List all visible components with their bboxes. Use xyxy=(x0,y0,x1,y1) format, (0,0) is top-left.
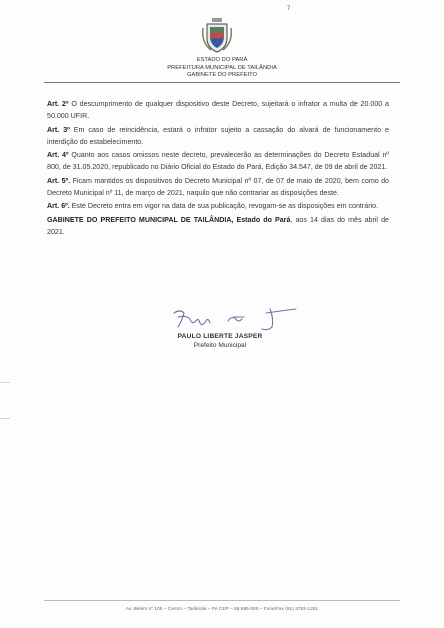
article-label: Art. 3º xyxy=(47,125,70,134)
closing-statement xyxy=(47,214,389,238)
article-label: Art. 6º. xyxy=(47,202,70,211)
article-label: Art. 5º. xyxy=(47,176,71,185)
article-5 xyxy=(47,175,389,199)
decree-body xyxy=(47,98,389,239)
article-label: Art. 4º xyxy=(47,151,69,160)
page-number-mark: 7 xyxy=(287,6,291,12)
document-header xyxy=(0,57,444,80)
signer-title: Prefeito Municipal xyxy=(193,342,247,349)
article-label: Art. 2º xyxy=(47,100,69,108)
header-divider xyxy=(44,82,400,83)
article-text: Em caso de reincidência, estará o infrator sujeito a cassação do alvará de funcionamento e interdição do estabelecimento. xyxy=(47,125,389,146)
article-text: O descumprimento de qualquer dispositivo deste Decreto, sujeitará o infrator a multa de 20.000 a 50.000 UFIR. xyxy=(47,100,389,121)
article-4 xyxy=(47,149,389,173)
handwritten-signature xyxy=(170,305,298,335)
header-municipality: PREFEITURA MUNICIPAL DE TAILÂNDIA xyxy=(167,64,277,71)
closing-date: , aos 14 dias do mês abril de 2021. xyxy=(47,215,389,236)
article-text: Quanto aos casos omissos neste decreto, prevalecerão as determinações do Decreto Estadual nº 800, de 31.05.2020, republicado no Diário Oficial do Estado do Pará, Edição 34.547, de 09 de abril de 2021. xyxy=(47,151,389,172)
header-office: GABINETE DO PREFEITO xyxy=(186,72,258,79)
header-state: ESTADO DO PARÁ xyxy=(196,57,248,63)
municipal-coat-of-arms-icon xyxy=(201,18,233,54)
article-text: Este Decreto entra em vigor na data de sua publicação, revogam-se as disposições em contrário. xyxy=(69,202,379,211)
scan-margin-mark xyxy=(0,382,10,383)
article-6 xyxy=(47,200,389,212)
footer-divider xyxy=(44,600,400,601)
article-2 xyxy=(47,98,389,122)
article-3 xyxy=(47,124,389,148)
scan-margin-mark xyxy=(0,418,10,419)
signer-name: PAULO LIBERTE JASPER xyxy=(177,333,263,340)
article-text: Ficam mantidos os dispositivos do Decreto Municipal nº 07, de 07 de maio de 2020, bem como do Decreto Municipal nº 11, de março de 2021, naquilo que não contrariar as disposições deste. xyxy=(47,176,389,197)
closing-office: GABINETE DO PREFEITO MUNICIPAL DE TAILÂNDIA, Estado do Pará xyxy=(47,215,291,224)
footer-address: Av. Belém nº 105 – Centro – Tailândia – PA CEP – 68.695-000 – Fone/Fax (91) 3752-1251 xyxy=(125,606,319,611)
